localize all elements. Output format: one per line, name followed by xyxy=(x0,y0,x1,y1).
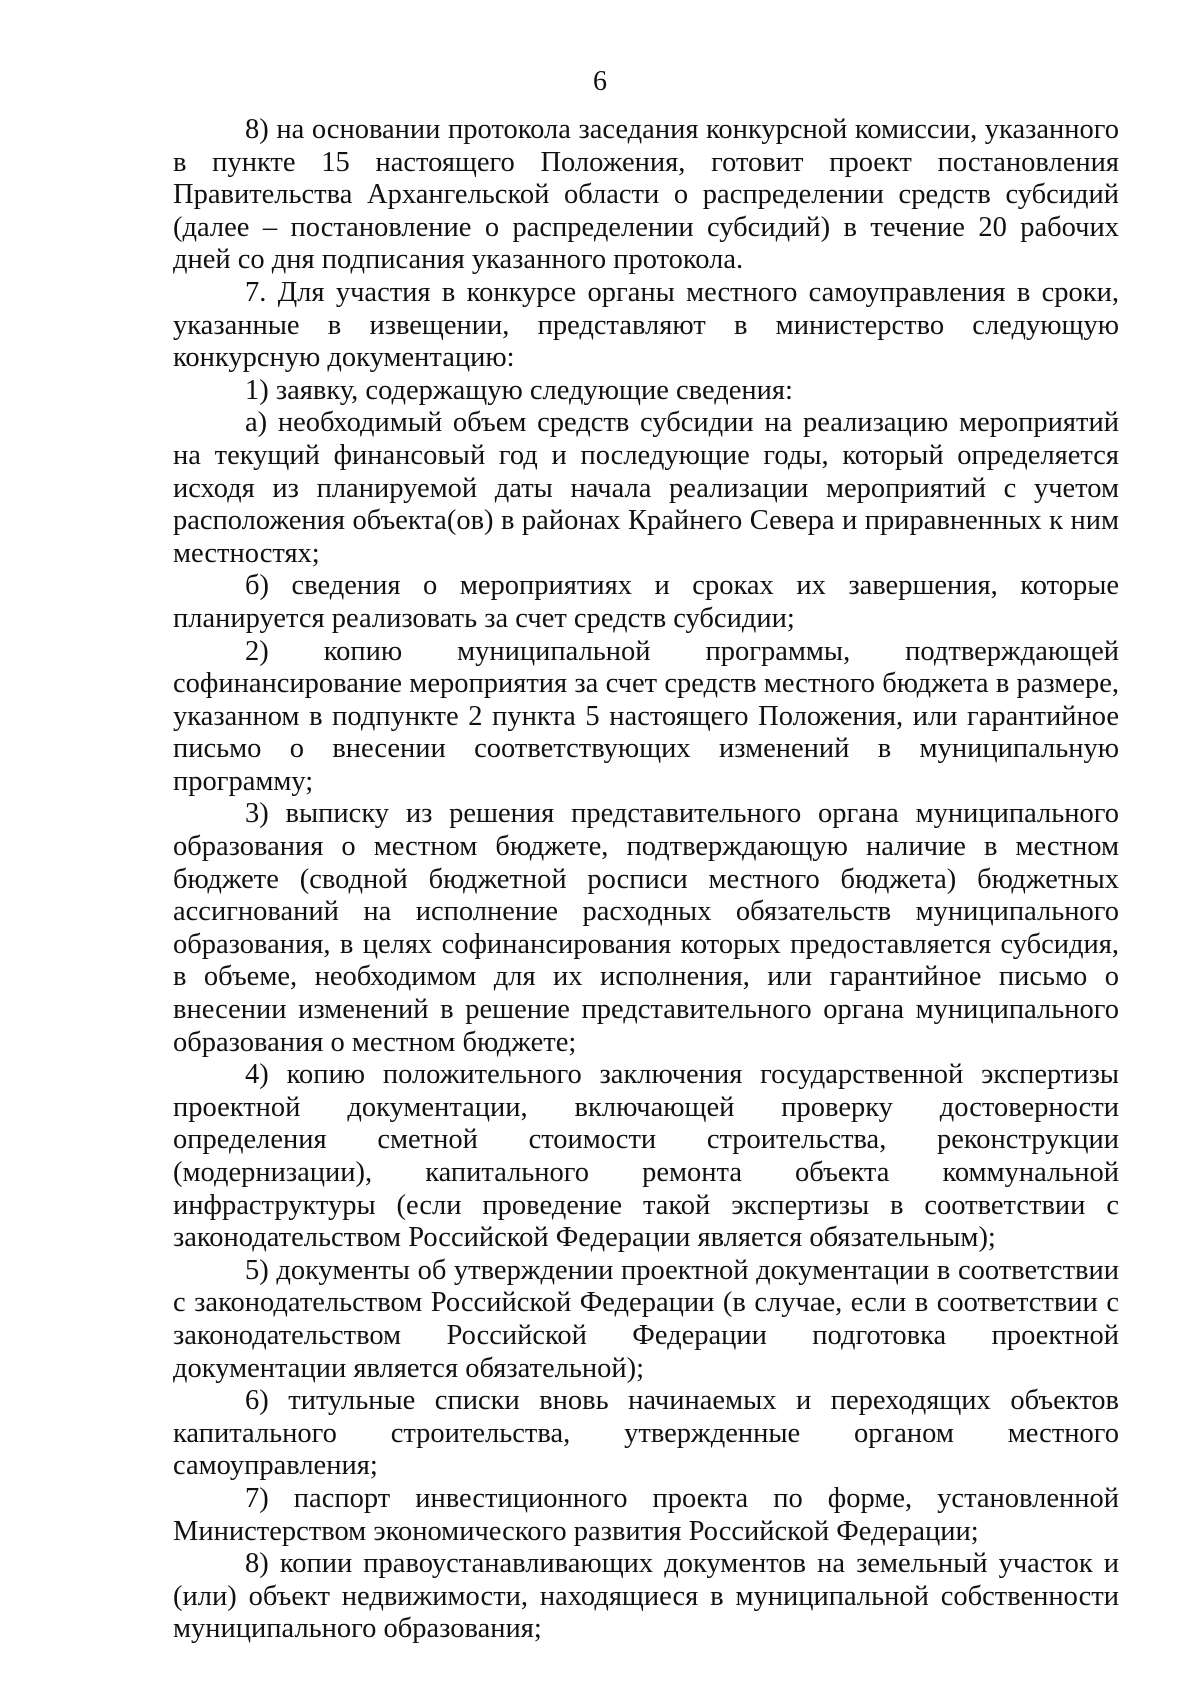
document-body xyxy=(173,114,1119,1646)
paragraph-item-4-expertise: 4) копию положительного заключения государственной экспертизы проектной документации, включающей проверку достоверности определения сметной стоимости строительства, реконструкции (модернизации), капитального ремонта объекта коммунальной инфраструктуры (если проведение такой экспертизы в соответствии с законодательством Российской Федерации является обязательным); xyxy=(173,1059,1119,1254)
paragraph-item-2-program: 2) копию муниципальной программы, подтверждающей софинансирование мероприятия за счет средств местного бюджета в размере, указанном в подпункте 2 пункта 5 настоящего Положения, или гарантийное письмо о внесении соответствующих изменений в муниципальную программу; xyxy=(173,635,1119,797)
paragraph-item-6-title-lists: 6) титульные списки вновь начинаемых и переходящих объектов капитального строительства, утвержденные органом местного самоуправления; xyxy=(173,1385,1119,1482)
paragraph-item-5-approval-docs: 5) документы об утверждении проектной документации в соответствии с законодательством Российской Федерации (в случае, если в соответствии с законодательством Российской Федерации подготовка проектной документации является обязательной); xyxy=(173,1254,1119,1384)
paragraph-subitem-a: а) необходимый объем средств субсидии на реализацию мероприятий на текущий финансовый год и последующие годы, который определяется исходя из планируемой даты начала реализации мероприятий с учетом расположения объекта(ов) в районах Крайнего Севера и приравненных к ним местностях; xyxy=(173,407,1119,569)
paragraph-item-7-passport: 7) паспорт инвестиционного проекта по форме, установленной Министерством экономического развития Российской Федерации; xyxy=(173,1482,1119,1547)
paragraph-item-8-land-documents: 8) копии правоустанавливающих документов на земельный участок и (или) объект недвижимости, находящиеся в муниципальной собственности муниципального образования; xyxy=(173,1548,1119,1645)
paragraph-clause-7: 7. Для участия в конкурсе органы местного самоуправления в сроки, указанные в извещении, представляют в министерство следующую конкурсную документацию: xyxy=(173,276,1119,374)
paragraph-item-8-protocol: 8) на основании протокола заседания конкурсной комиссии, указанного в пункте 15 настоящего Положения, готовит проект постановления Правительства Архангельской области о распределении средств субсидий (далее – постановление о распределении субсидий) в течение 20 рабочих дней со дня подписания указанного протокола. xyxy=(173,114,1119,276)
paragraph-subitem-b: б) сведения о мероприятиях и сроках их завершения, которые планируется реализовать за счет средств субсидии; xyxy=(173,570,1119,634)
paragraph-item-1-application: 1) заявку, содержащую следующие сведения: xyxy=(245,374,793,406)
page-number: 6 xyxy=(593,66,607,97)
paragraph-item-3-budget-extract: 3) выписку из решения представительного органа муниципального образования о местном бюджете, подтверждающую наличие в местном бюджете (сводной бюджетной росписи местного бюджета) бюджетных ассигнований на исполнение расходных обязательств муниципального образования, в целях софинансирования которых предоставляется субсидия, в объеме, необходимом для их исполнения, или гарантийное письмо о внесении изменений в решение представительного органа муниципального образования о местном бюджете; xyxy=(173,798,1119,1058)
